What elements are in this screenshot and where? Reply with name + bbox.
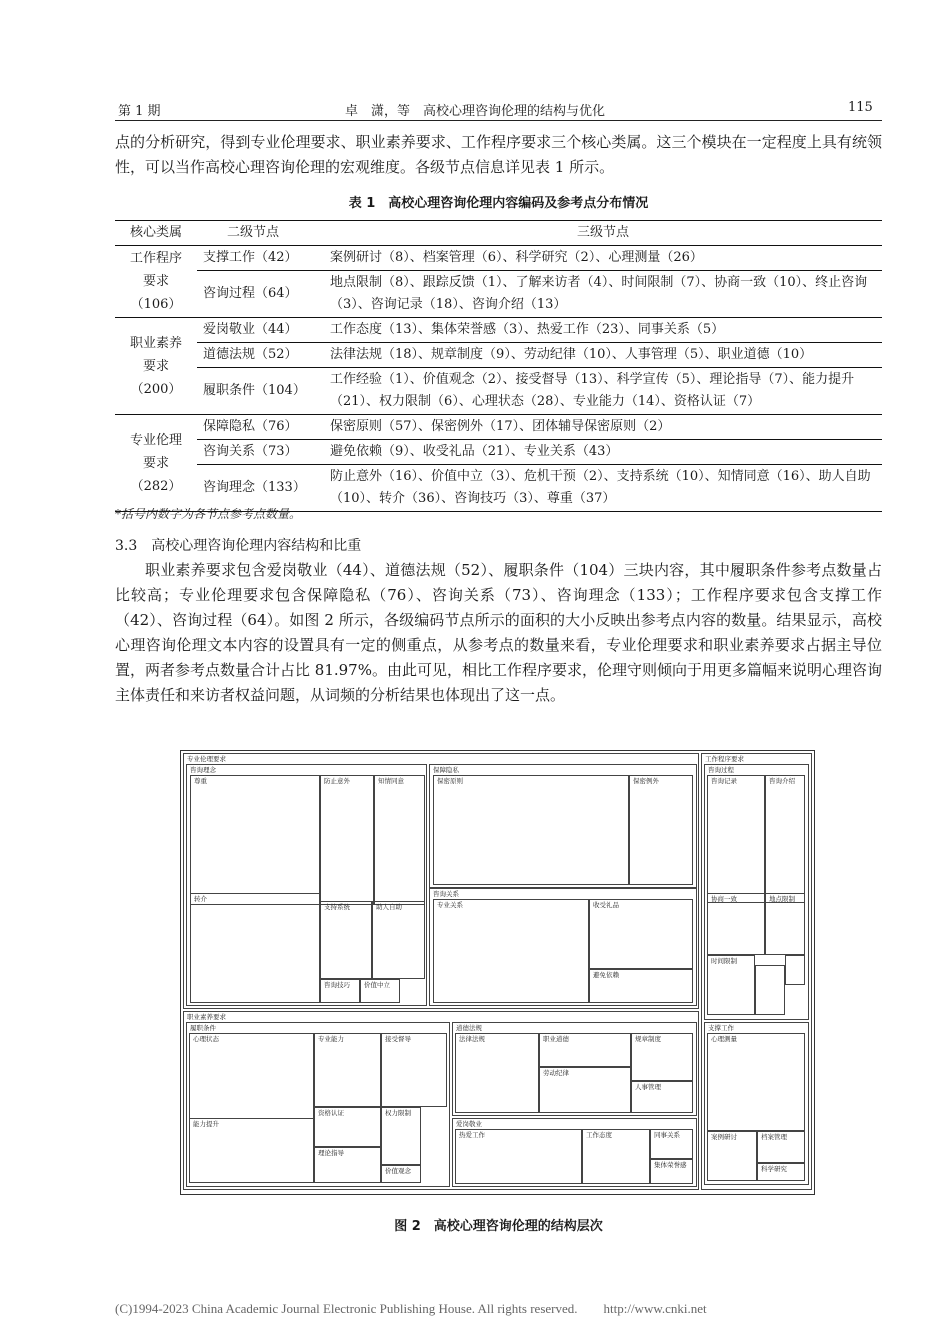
node-professional-relation: 专业关系 <box>433 899 589 1003</box>
core-cell: 职业素养 要求 （200） <box>115 318 197 415</box>
footer-copyright: (C)1994-2023 China Academic Journal Electronic Publishing House. All rights reserved. http://www.cnki.net <box>115 1301 707 1316</box>
tertiary-cell: 保密原则（57）、保密例外（17）、团体辅导保密原则（2） <box>324 415 882 440</box>
secondary-cell: 咨询过程（64） <box>197 271 324 318</box>
node-respect: 尊重 <box>190 775 320 905</box>
node-informed-consent: 知情同意 <box>374 775 425 905</box>
col-header-core: 核心类属 <box>115 221 197 246</box>
node-support-system: 支持系统 <box>320 901 372 979</box>
section-heading: 3.3 高校心理咨询伦理内容结构和比重 <box>115 538 362 554</box>
node-value-neutral: 价值中立 <box>360 979 400 1003</box>
node-place-limit: 地点限制 <box>765 893 805 955</box>
node-process-misc-2 <box>785 955 805 985</box>
body-paragraph: 职业素养要求包含爱岗敬业（44）、道德法规（52）、履职条件（104）三块内容，其中履职条件参考点数量占比较高；专业伦理要求包含保障隐私（76）、咨询关系（73）、咨询理念（133）；工作程序要求包含支撑工作（42）、咨询过程（64）。如图 2 所示，各级编码节点所示的面积的大小反映出参考点内容的数量。结果显示，高校心理咨询伦理文本内容的设置具有一定的侧重点，从参考点的数量来看，专业伦理要求和职业素养要求占据主导位置，两者参考点数量合计占比 81.97%。由此可见，相比工作程序要求，伦理守则倾向于用更多篇幅来说明心理咨询主体责任和来访者权益问题，从词频的分析结果也体现出了这一点。 <box>115 561 882 704</box>
node-ability-improve: 能力提升 <box>189 1118 314 1183</box>
node-consult-intro: 咨询介绍 <box>765 775 805 903</box>
node-archive-mgmt: 档案管理 <box>757 1131 805 1163</box>
tertiary-cell: 工作经验（1）、价值观念（2）、接受督导（13）、科学宣传（5）、理论指导（7）、能力提升（21）、权力限制（6）、心理状态（28）、专业能力（14）、资格认证（7） <box>324 368 882 415</box>
figure-caption: 图 2 高校心理咨询伦理的结构层次 <box>394 1219 603 1234</box>
node-certification: 资格认证 <box>314 1107 381 1147</box>
secondary-cell: 道德法规（52） <box>197 343 324 368</box>
node-psych-measure: 心理测量 <box>707 1033 805 1131</box>
node-referral: 转介 <box>190 893 320 1003</box>
node-negotiate: 协商一致 <box>707 893 765 955</box>
node-mental-state: 心理状态 <box>189 1033 314 1183</box>
node-laws: 法律法规 <box>455 1033 539 1113</box>
node-hr-mgmt: 人事管理 <box>631 1081 693 1113</box>
intro-paragraph: 点的分析研究，得到专业伦理要求、职业素养要求、工作程序要求三个核心类属。这三个模块在一定程度上具有统领性，可以当作高校心理咨询伦理的宏观维度。各级节点信息详见表 1 所示。 <box>115 133 882 176</box>
treemap-privacy: 保障隐私 保密原则 保密例外 <box>429 764 697 888</box>
secondary-cell: 咨询理念（133） <box>197 465 324 512</box>
node-regulations: 规章制度 <box>631 1033 693 1081</box>
node-prevent-accident: 防止意外 <box>320 775 374 905</box>
figure-2-treemap <box>180 750 815 1195</box>
header-rule <box>115 120 882 121</box>
tertiary-cell: 避免依赖（9）、收受礼品（21）、专业关系（43） <box>324 440 882 465</box>
tertiary-cell: 防止意外（16）、价值中立（3）、危机干预（2）、支持系统（10）、知情同意（16）、助人自助（10）、转介（36）、咨询技巧（3）、尊重（37） <box>324 465 882 512</box>
node-power-limit: 权力限制 <box>381 1107 421 1165</box>
node-confidentiality-exception: 保密例外 <box>629 775 693 885</box>
journal-issue: 第 1 期 <box>118 104 161 119</box>
treemap-job-dedication: 爱岗敬业 热爱工作 工作态度 同事关系 集体荣誉感 <box>452 1118 697 1187</box>
tertiary-cell: 工作态度（13）、集体荣誉感（3）、热爱工作（23）、同事关系（5） <box>324 318 882 343</box>
treemap-prof-ethics: 专业伦理要求 咨询理念 尊重 防止意外 知情同意 转介 支持系统 助人自助 咨询技巧 价值中立 保障隐私 保密原则 保密例外 咨询关系 专业关系 收受礼品 避免依赖 <box>183 753 699 1009</box>
col-header-tertiary: 三级节点 <box>324 221 882 246</box>
secondary-cell: 保障隐私（76） <box>197 415 324 440</box>
node-collective-honor: 集体荣誉感 <box>650 1159 693 1184</box>
treemap-ethics-laws: 道德法规 法律法规 职业道德 规章制度 劳动纪律 人事管理 <box>452 1022 697 1116</box>
table-1 <box>115 220 882 512</box>
table-note: *括号内数字为各节点参考点数量。 <box>115 507 302 521</box>
node-values: 价值观念 <box>381 1165 421 1183</box>
col-header-secondary: 二级节点 <box>197 221 324 246</box>
secondary-cell: 爱岗敬业（44） <box>197 318 324 343</box>
running-title: 卓 潇，等 高校心理咨询伦理的结构与优化 <box>344 104 605 119</box>
treemap-duty-conditions: 履职条件 心理状态 专业能力 接受督导 能力提升 资格认证 权力限制 理论指导 价值观念 <box>186 1022 450 1187</box>
secondary-cell: 咨询关系（73） <box>197 440 324 465</box>
node-time-limit: 时间限制 <box>707 955 755 1015</box>
treemap-work-procedure: 工作程序要求 咨询过程 咨询记录 咨询介绍 协商一致 地点限制 时间限制 支撑工作 心理测量 案例研讨 档案管理 科学研究 <box>701 753 812 1190</box>
node-gift-receiving: 收受礼品 <box>589 899 693 969</box>
node-help-self-help: 助人自助 <box>372 901 425 979</box>
node-prof-ethics: 职业道德 <box>539 1033 631 1067</box>
tertiary-cell: 地点限制（8）、跟踪反馈（1）、了解来访者（4）、时间限制（7）、协商一致（10）、终止咨询（3）、咨询记录（18）、咨询介绍（13） <box>324 271 882 318</box>
core-cell: 专业伦理 要求 （282） <box>115 415 197 512</box>
node-research: 科学研究 <box>757 1163 805 1181</box>
treemap-consult-process: 咨询过程 咨询记录 咨询介绍 协商一致 地点限制 时间限制 <box>704 764 809 1020</box>
page-number: 115 <box>848 100 873 115</box>
node-prof-ability: 专业能力 <box>314 1033 381 1107</box>
node-work-attitude: 工作态度 <box>582 1129 650 1184</box>
tertiary-cell: 法律法规（18）、规章制度（9）、劳动纪律（10）、人事管理（5）、职业道德（10） <box>324 343 882 368</box>
node-avoid-dependence: 避免依赖 <box>589 969 693 1003</box>
treemap-consult-relation: 咨询关系 专业关系 收受礼品 避免依赖 <box>429 888 697 1006</box>
table-caption: 表 1 高校心理咨询伦理内容编码及参考点分布情况 <box>348 196 649 211</box>
node-consult-record: 咨询记录 <box>707 775 765 903</box>
treemap-consult-concept: 咨询理念 尊重 防止意外 知情同意 转介 支持系统 助人自助 咨询技巧 价值中立 <box>186 764 427 1006</box>
node-supervision: 接受督导 <box>381 1033 447 1107</box>
treemap-prof-quality: 职业素养要求 履职条件 心理状态 专业能力 接受督导 能力提升 资格认证 权力限制 理论指导 价值观念 道德法规 法律法规 职业道德 规章制度 劳动纪律 人事管理 爱岗敬业 热爱工作 工作态度 同事关系 集体荣誉感 <box>183 1011 699 1190</box>
node-colleague-relation: 同事关系 <box>650 1129 693 1159</box>
node-process-misc-1 <box>755 965 785 1015</box>
node-love-work: 热爱工作 <box>455 1129 582 1184</box>
tertiary-cell: 案例研讨（8）、档案管理（6）、科学研究（2）、心理测量（26） <box>324 246 882 271</box>
node-consult-skills: 咨询技巧 <box>320 979 360 1003</box>
treemap-support-work: 支撑工作 心理测量 案例研讨 档案管理 科学研究 <box>704 1022 809 1185</box>
secondary-cell: 支撑工作（42） <box>197 246 324 271</box>
core-cell: 工作程序 要求 （106） <box>115 246 197 318</box>
secondary-cell: 履职条件（104） <box>197 368 324 415</box>
node-labor-discipline: 劳动纪律 <box>539 1067 631 1113</box>
node-case-discussion: 案例研讨 <box>707 1131 757 1181</box>
node-confidentiality: 保密原则 <box>433 775 629 885</box>
node-theory-guidance: 理论指导 <box>314 1147 381 1183</box>
